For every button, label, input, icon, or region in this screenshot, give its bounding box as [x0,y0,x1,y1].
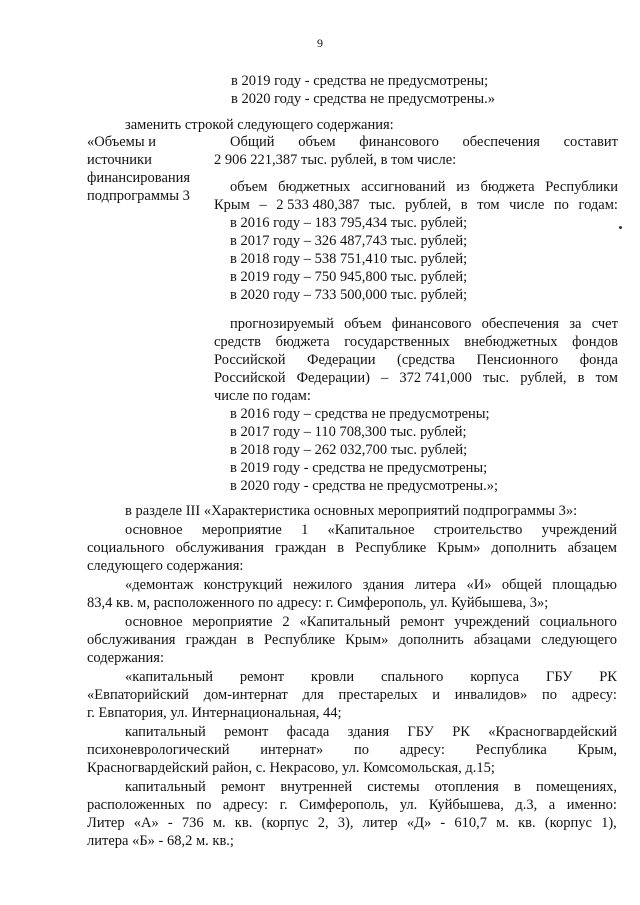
text-line: в 2017 году – 326 487,743 тыс. рублей; [230,233,468,249]
word: конструкций [203,577,283,593]
text-line [87,741,617,759]
word: адресу: [571,687,617,703]
text-line: 2 906 221,387 тыс. рублей, в том числе: [214,152,457,168]
word: системы [367,779,420,795]
text-line [87,539,617,557]
text-line: в 2018 году – 262 032,700 тыс. рублей; [230,442,468,458]
word: для [302,687,324,703]
word: из [456,179,470,195]
word: Республике [355,540,427,556]
text-line: 83,4 кв. м, расположенного по адресу: г. Симферополь, ул. Куйбышева, 3»; [87,595,549,611]
word: 736 [181,815,204,831]
word: социального [539,614,617,630]
word: граждан [274,540,327,556]
text-line: Красногвардейский район, с. Некрасово, ул. Комсомольская, д.15; [87,760,495,776]
word: м. [212,815,226,831]
word: граждан [185,632,237,648]
scan-speck [619,226,622,229]
word: Крым» [437,540,481,556]
word: ремонт [220,779,266,795]
word: 2, [317,815,329,831]
word: государственных [344,334,450,350]
word: г. [279,797,288,813]
word: социального [87,540,165,556]
text-line: литера «Б» - 68,2 м. кв.; [87,833,234,849]
word: мероприятие [201,522,282,538]
word: - [167,815,173,831]
word: «А» [133,815,159,831]
text-line [87,796,617,814]
word: РК [599,669,617,685]
word: счет [591,316,618,332]
text-line: в разделе III «Характеристика основных мероприятий подпрограммы 3»: [125,503,578,519]
word: числе [509,197,545,213]
word: абзацем [567,540,617,556]
page-number: 9 [317,36,323,50]
word: дом-интернат [203,687,288,703]
word: психоневрологический [87,742,230,758]
word: д.3, [515,797,538,813]
word: 1), [601,815,617,831]
word: площадью [552,577,617,593]
word: адресу: [222,797,269,813]
word: обслуживания [175,540,264,556]
word: Крым [214,197,250,213]
word: здания [347,724,390,740]
word: инвалидов» [454,687,528,703]
word: том [477,197,500,213]
word: адресу: [399,742,445,758]
word: основное [125,614,183,630]
word: строительство [433,522,523,538]
word: фондов [572,334,618,350]
word: 372 741,000 [399,370,472,386]
word: «капитальный [125,669,214,685]
text-line: содержания: [87,650,165,666]
word: Российской [214,370,286,386]
text-line: числе по годам: [214,388,311,404]
text-line [214,196,618,214]
word: (корпус [544,815,592,831]
word: обеспечения [481,316,560,332]
word: фонда [579,352,618,368]
text-line [87,814,617,832]
word: 2 533 480,387 [276,197,360,213]
word: по [541,687,557,703]
word: престарелых [338,687,418,703]
text-line: подпрограммы 3 [87,188,190,204]
word: Крым, [577,742,617,758]
word: литера [414,577,457,593]
word: Симферополь, [299,797,389,813]
word: в [577,370,585,386]
word: помещениях, [535,779,617,795]
word: ул. [399,797,418,813]
word: ассигнований [361,179,446,195]
word: «Евпаторийский [87,687,189,703]
text-line [87,686,617,704]
word: «Красногвардейский [488,724,617,740]
word: Куйбышева, [428,797,504,813]
text-line: в 2018 году – 538 751,410 тыс. рублей; [230,251,468,267]
word: а [548,797,556,813]
word: «Капитальное [327,522,415,538]
word: обеспечения [462,134,540,150]
word: Общий [230,134,275,150]
word: тыс. [369,197,396,213]
text-line [125,668,617,686]
word: фасада [286,724,330,740]
word: в [513,779,521,795]
text-line: в 2016 году – 183 795,434 тыс. рублей; [230,215,468,231]
word: «демонтаж [125,577,194,593]
word: общей [501,577,542,593]
word: Федерации) [296,370,370,386]
word: в [460,197,468,213]
word: бюджета [275,334,330,350]
word: ремонт [224,724,269,740]
word: объем [344,316,382,332]
word: Республики [545,179,618,195]
word: основное [125,522,183,538]
text-line [214,351,618,369]
text-line: в 2020 году – 733 500,000 тыс. рублей; [230,287,468,303]
text-line: в 2019 году - средства не предусмотрены; [231,73,489,89]
word: по [196,797,212,813]
text-line: в 2016 году – средства не предусмотрены; [230,406,490,422]
word: тыс. [483,370,510,386]
word: том [595,370,618,386]
word: - [440,815,446,831]
word: Республике [264,632,336,648]
word: кв. [234,815,253,831]
word: здания [362,577,405,593]
word: составит [563,134,618,150]
word: внебюджетных [464,334,558,350]
text-line [87,631,617,649]
word: рублей, [520,370,567,386]
word: объем [298,134,336,150]
word: кв. [518,815,536,831]
word: Республика [475,742,547,758]
word: 3), [337,815,354,831]
text-line [125,576,617,594]
text-line: в 2019 году – 750 945,800 тыс. рублей; [230,269,468,285]
word: в [337,540,345,556]
word: 610,7 [454,815,488,831]
text-line [125,521,617,539]
text-line: в 2019 году - средства не предусмотрены; [230,460,488,476]
word: финансового [391,316,472,332]
word: ремонт [239,669,285,685]
word: учреждений [541,522,617,538]
word: по [353,742,369,758]
text-line [230,178,618,196]
word: и [432,687,441,703]
text-line [125,613,617,631]
word: кровли [310,669,355,685]
word: 1 [301,522,309,538]
word: бюджетных [278,179,351,195]
word: по [553,197,569,213]
word: – [381,370,389,386]
word: в [247,632,254,648]
word: капитальный [125,779,206,795]
text-line [214,333,618,351]
word: дополнить [491,540,557,556]
text-line: г. Евпатория, ул. Интернациональная, 44; [87,705,342,721]
word: мероприятие [192,614,273,630]
word: «И» [466,577,492,593]
text-line: в 2020 году - средства не предусмотрены.» [231,91,495,107]
word: ГБУ [407,724,434,740]
word: интернат» [260,742,324,758]
word: корпуса [470,669,520,685]
text-line [125,723,617,741]
word: объем [230,179,268,195]
word: Крым» [345,632,389,648]
word: за [569,316,582,332]
word: рублей, [404,197,452,213]
word: ГБУ [545,669,573,685]
word: бюджета [480,179,535,195]
text-line [230,315,618,333]
word: Литер [87,815,125,831]
text-line: «Объемы и [87,134,156,150]
text-line [214,369,618,387]
word: капитальный [125,724,206,740]
word: следующего [541,632,617,648]
word: спального [380,669,444,685]
word: ремонт [400,614,445,630]
word: абзацами [473,632,531,648]
word: отопления [434,779,499,795]
word: Пенсионного [476,352,559,368]
word: (корпус [261,815,309,831]
word: внутренней [280,779,353,795]
word: расположенных [87,797,185,813]
text-line: в 2020 году - средства не предусмотрены.»; [230,478,498,494]
word: – [259,197,267,213]
word: нежилого [292,577,353,593]
word: именно: [566,797,617,813]
word: Федерации [306,352,376,368]
word: м. [496,815,509,831]
word: средств [214,334,261,350]
text-line [230,133,618,151]
text-line: в 2017 году – 110 708,300 тыс. рублей; [230,424,467,440]
word: прогнозируемый [230,316,334,332]
text-line: финансирования [87,170,191,186]
text-line: источники [87,152,152,168]
text-line: заменить строкой следующего содержания: [125,117,394,133]
word: РК [452,724,470,740]
word: Российской [214,352,286,368]
word: учреждений [454,614,530,630]
word: годам: [578,197,618,213]
word: 2 [282,614,290,630]
word: литер [362,815,398,831]
word: (средства [396,352,455,368]
word: дополнить [398,632,464,648]
word: «Д» [406,815,432,831]
word: обслуживания [87,632,176,648]
word: финансового [359,134,439,150]
text-line: следующего содержания: [87,558,244,574]
word: «Капитальный [299,614,391,630]
text-line [125,778,617,796]
